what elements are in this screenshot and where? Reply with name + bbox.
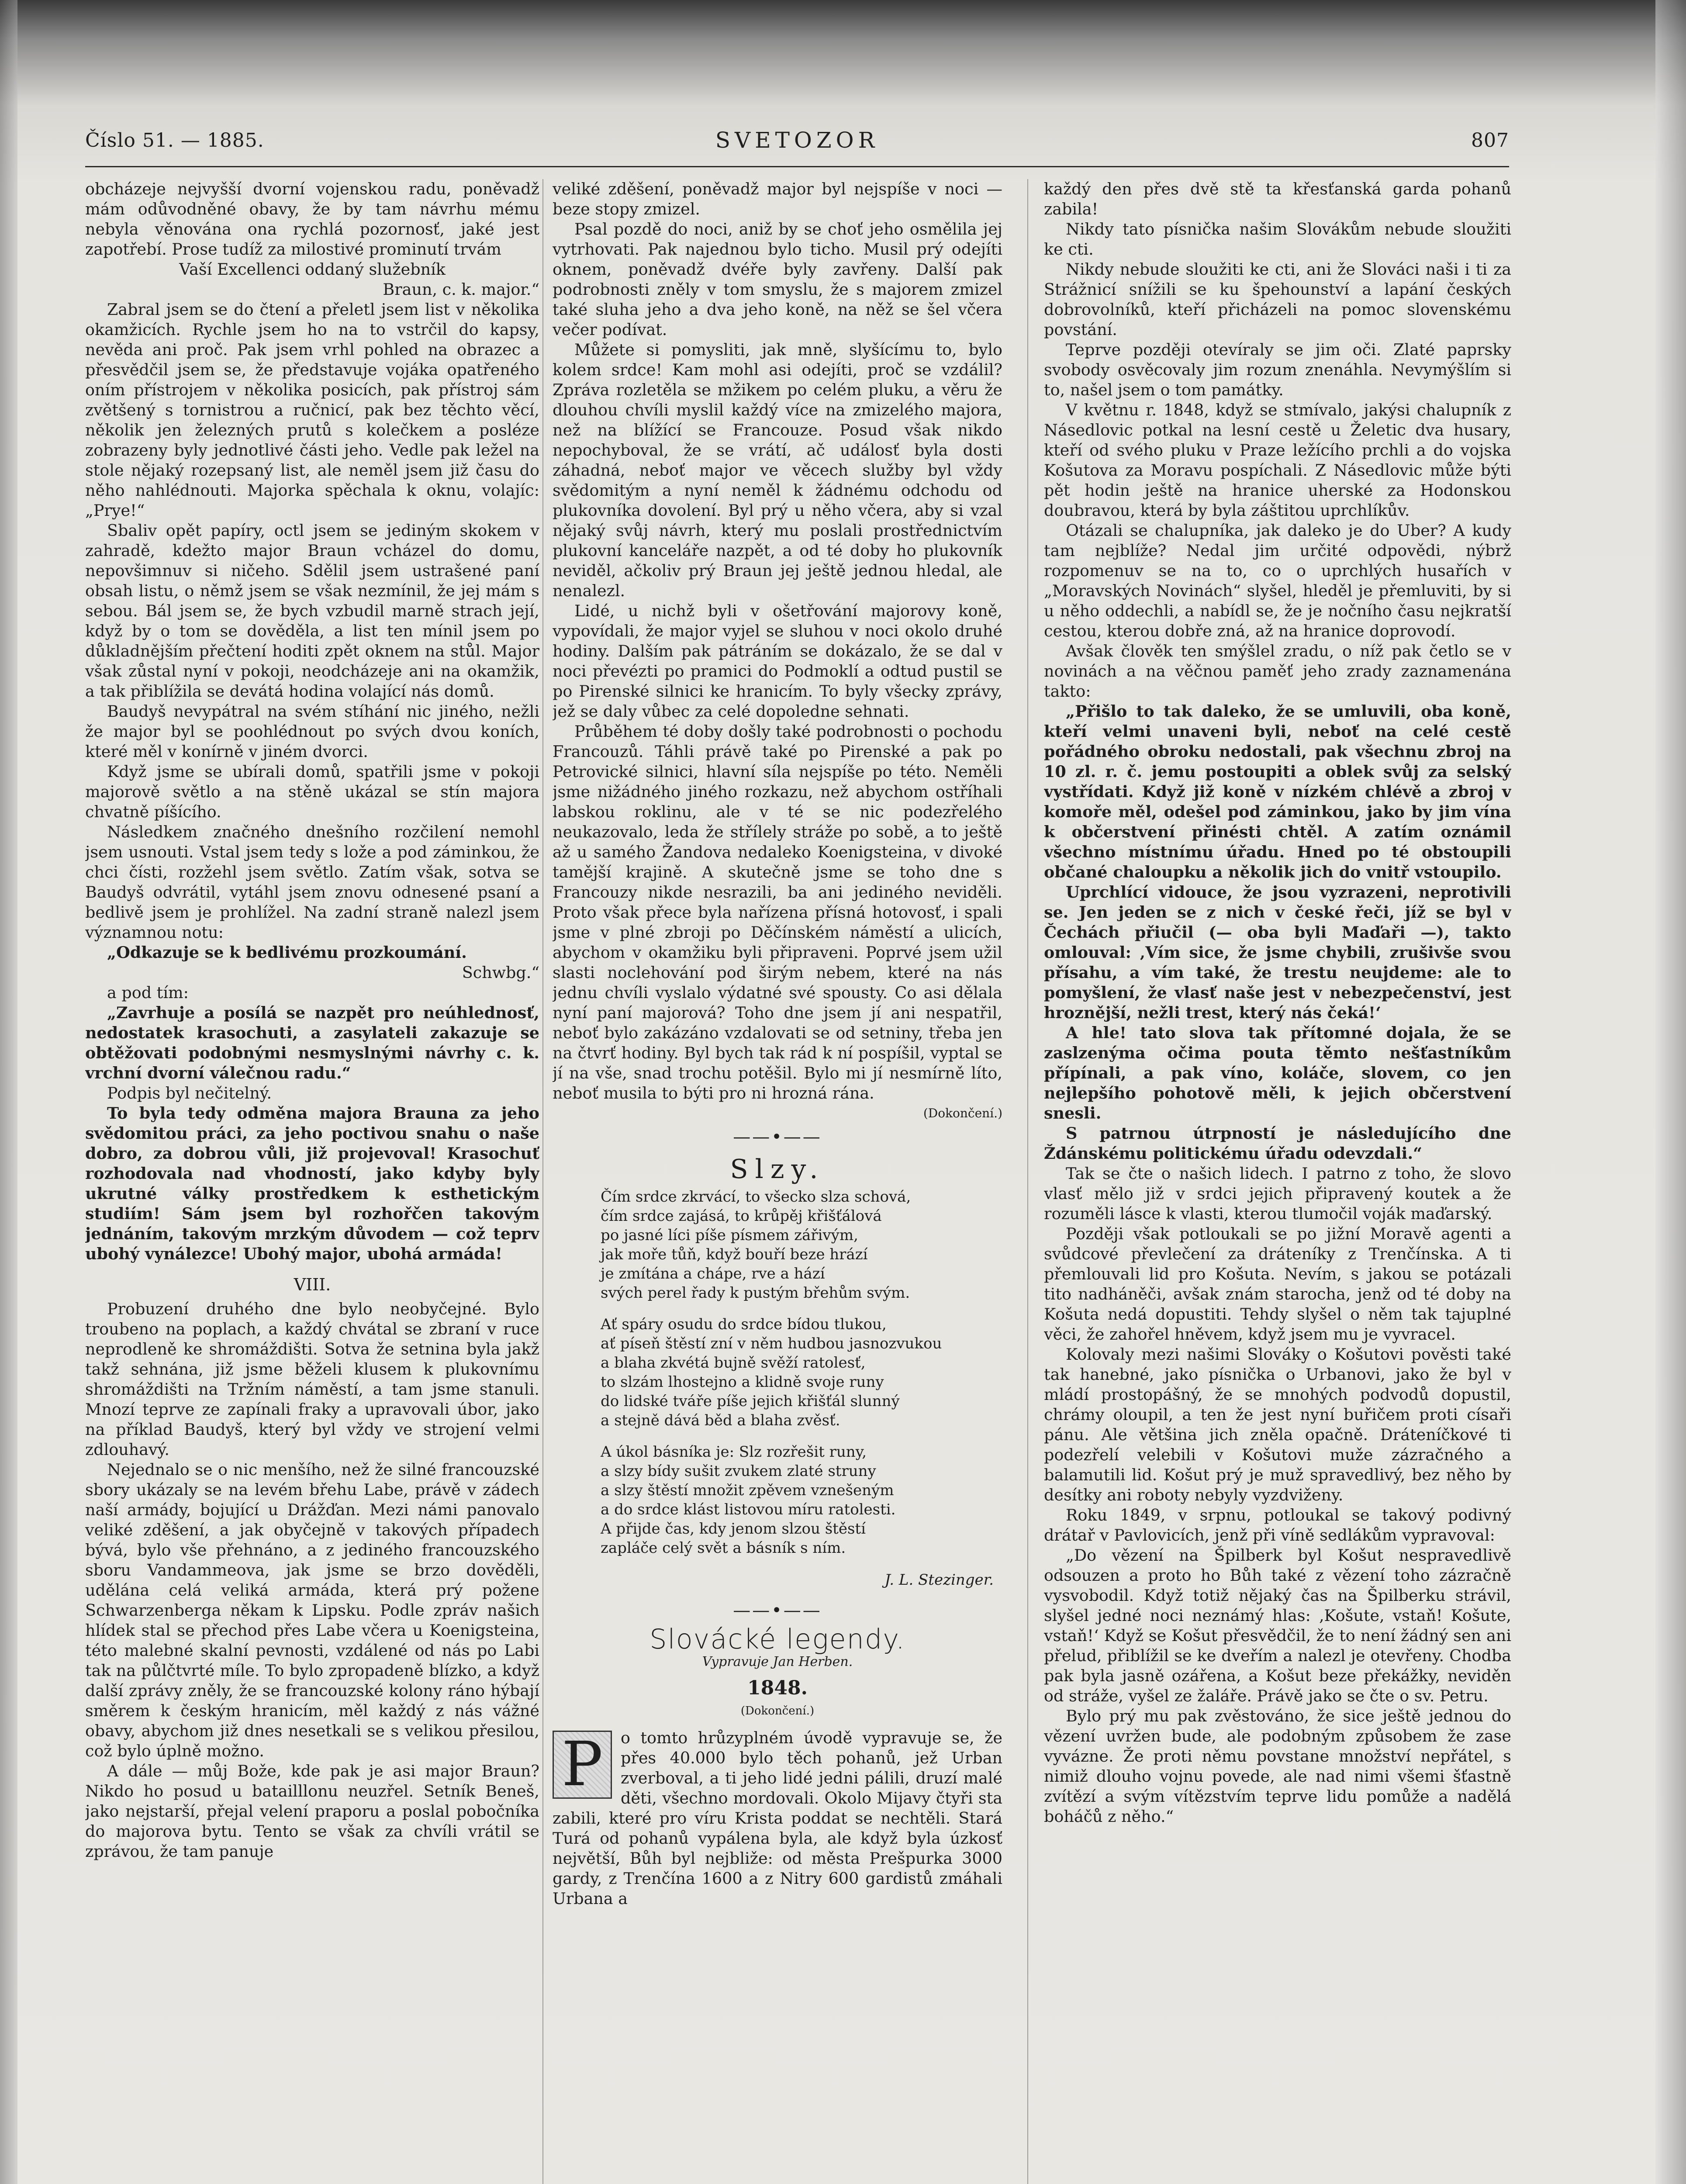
poem-line: to slzám lhostejno a klidně svoje runy bbox=[601, 1373, 884, 1391]
paragraph: obcházeje nejvyšší dvorní vojenskou radu, poněvadž mám odůvodněné obavy, že by tam návrhu mému nebyla věnována ona rychlá pozornosť, jaké jest zapotřebí. Prose tudíž za milostivé prominutí trvám bbox=[85, 180, 539, 259]
paragraph: Zabral jsem se do čtení a přeletl jsem list v několika okamžicích. Rychle jsem ho na to vstrčil do kapsy, nevěda ani proč. Pak jsem vrhl pohled na obrazec a přesvědčil jsem se, že představuje vojáka opatřeného oním přístrojem v několika posicích, pak přístroj sám zvětšený s tornistrou a ručnicí, pak bez těchto věcí, několik jen železných prutů s kolečkem a posléze zobrazeny byly jednotlivé části jeho. Vedle pak ležel na stole nějaký rozepsaný list, ale neměl jsem již času do něho nahlédnouti. Majorka spěchala k oknu, volajíc: „Prye!“ bbox=[85, 300, 539, 520]
paragraph: Kolovaly mezi našimi Slováky o Košutovi pověsti také tak hanebné, jako písnička o Urbanovi, jako že byl v mládí prostopášný, že se mnohých podvodů dopustil, chrámy oloupil, a ten že jest nyní buřičem proti císaři pánu. Ale většina jich zněla opačně. Dráteníčkové ti podezřelí velebili v Košutovi muže zázračného a balamutili lid. Košut prý je muž spravedlivý, bez něho by desítky ani roboty nebyly vyzdviženy. bbox=[1044, 1345, 1511, 1504]
paragraph: Bylo prý mu pak zvěstováno, že sice ještě jednou do vězení uvržen bude, ale podobným způsobem že zase vyvázne. Že proti němu povstane množství nepřátel, s nimiž dlouho vojnu povede, ale nad nimi všemi šťastně zvítězí a svým vítězstvím teprve lidu pomůže a nadělá boháčů z něho.“ bbox=[1044, 1707, 1511, 1826]
page-number: 807 bbox=[1471, 129, 1509, 152]
column-divider bbox=[1027, 179, 1028, 2184]
paragraph: o tomto hrůzyplném úvodě vypravuje se, že přes 40.000 bylo těch pohanů, jež Urban zverboval, a ti jeho lidé jedni pálili, druzí malé děti, všechno mordovali. Okolo Mijavy čtyři sta zabili, které pro víru Krista poddat se nechtěli. Stará Turá od pohanů vypálena byla, ale když byla úzkosť největší, Bůh byl nejbliže: od města Prešpurka 3000 gardy, z Trenčína 1600 a z Nitry 600 gardistů zmáhali Urbana a bbox=[553, 1728, 1002, 1908]
quoted-verdict: „Zavrhuje a posílá se nazpět pro neúhlednosť, nedostatek krasochuti, a zasylateli zakazuje se obtěžovati podobnými nesmyslnými návrhy c. k. vrchní dvorní válečnou radu.“ bbox=[85, 1003, 539, 1082]
header-rule bbox=[85, 166, 1509, 167]
poem-line: svých perel řady k pustým břehům svým. bbox=[601, 1284, 910, 1302]
paragraph: Probuzení druhého dne bylo neobyčejné. Bylo troubeno na poplach, a každý chvátal se zbraní v ruce neprodleně ke shromáždišti. Sotva že setnina byla jakž takž sehnána, již jsme běželi klusem k plukovnímu shromáždišti na Tržním náměstí, a tam jsme stanuli. Mnozí teprve ze zapínali fraky a upravovali úbor, jako na příklad Baudyš, který byl vždy ve strojení velmi zdlouhavý. bbox=[85, 1299, 539, 1459]
poem-line: do lidské tváře píše jejich křišťál slunný bbox=[601, 1393, 900, 1410]
column-left bbox=[85, 179, 539, 2184]
paragraph: Lidé, u nichž byli v ošetřování majorovy koně, vypovídali, že major vyjel se sluhou v noci okolo druhé hodiny. Dalším pak pátráním se dokázalo, že se dal v noci převézti po pramici do Podmoklí a odtud pustil se po Pirenské silnici ke hranicím. To byly všecky zprávy, jež se daly vůbec za celé dopoledne sehnati. bbox=[553, 601, 1002, 721]
poem bbox=[601, 1187, 1002, 1558]
article-subheading: 1848. bbox=[747, 1677, 808, 1699]
letter-closing: Vaší Excellenci oddaný služebník bbox=[179, 260, 446, 279]
masthead-title: SVETOZOR bbox=[715, 128, 879, 153]
continued-note: (Dokončení.) bbox=[923, 1106, 1002, 1120]
poem-line: A přijde čas, kdy jenom slzou štěstí bbox=[601, 1520, 866, 1538]
poem-title: Slzy. bbox=[730, 1154, 825, 1185]
ornament-divider: ——•—— bbox=[733, 1600, 822, 1621]
poem-line: A úkol básníka je: Slz rozřešit runy, bbox=[601, 1443, 867, 1461]
poem-line: a do srdce klást listovou míru ratolesti. bbox=[601, 1501, 896, 1518]
paragraph: Tak se čte o našich lidech. I patrno z toho, že slovo vlasť mělo již v srdci jejich připravený koutek a že rozuměli lásce k vlasti, kterou tlumočil voják maďarský. bbox=[1044, 1164, 1511, 1223]
poem-line: Ať spáry osudu do srdce bídou tlukou, bbox=[601, 1316, 887, 1333]
column-divider bbox=[542, 179, 543, 2184]
paragraph: V květnu r. 1848, když se stmívalo, jakýsi chalupník z Násedlovic potkal na lesní cestě u Želetic dva husary, kteří od svého pluku v Praze ležícího prchli a do vojska Košutova za Moravu pospíchali. Z Násedlovic může býti pět hodin ještě na hranice uherské za Hodonskou doubravou, která by byla záštitou uprchlíkův. bbox=[1044, 401, 1511, 520]
poem-line: čím srdce zajásá, to krůpěj křišťálová bbox=[601, 1207, 882, 1225]
poem-line: ať píseň štěstí zní v něm hudbou jasnozvukou bbox=[601, 1335, 942, 1352]
paragraph: Následkem značného dnešního rozčilení nemohl jsem usnouti. Vstal jsem tedy s lože a pod záminkou, že chci čísti, rozžehl jsem světlo. Zatím však, sotva se Baudyš odvrátil, vytáhl jsem znovu odnesené psaní a bedlivě jsem je prohlížel. Na zadní straně nalezl jsem významnou notu: bbox=[85, 822, 539, 942]
paragraph: Roku 1849, v srpnu, potloukal se takový podivný drátař v Pavlovicích, jenž při víně sedlákům vypravoval: bbox=[1044, 1506, 1511, 1545]
poem-stanza bbox=[601, 1442, 1002, 1558]
quoted-report: „Přišlo to tak daleko, že se umluvili, oba koně, kteří velmi unaveni byli, neboť na celé cestě pořádného obroku nedostali, pak všechnu zbroj na 10 zl. r. č. jemu postoupiti a oblek svůj za selský vystřídati. Když již koně v nízkém chlévě a zbroj v komoře měl, odešel pod záminkou, jako by jim vína k občerstvení přinésti chtěl. A zatím oznámil všechno místnímu úřadu. Hned po té obstoupili občané chaloupku a několik jich do vnitř vstoupilo. bbox=[1044, 702, 1511, 881]
issue-number: Číslo 51. — 1885. bbox=[85, 129, 264, 152]
paragraph: A dále — můj Bože, kde pak je asi major Braun? Nikdo ho posud u batailllonu neuzřel. Setník Beneš, jako nejstarší, přejal velení praporu a poslal pobočníka do majorova bytu. Tento se však za chvíli vrátil se zprávou, že tam panuje bbox=[85, 1762, 539, 1861]
quoted-report: A hle! tato slova tak přítomné dojala, že se zaslzenýma očima pouta těmto nešťastníkům přípínali, a pak víno, koláče, slovem, co jen nejlepšího pohotově měli, k jejich občerstvení snesli. bbox=[1044, 1023, 1511, 1123]
page-header bbox=[85, 129, 1509, 160]
note-signature: Schwbg.“ bbox=[462, 963, 539, 982]
paragraph: Nejednalo se o nic menšího, než že silné francouzské sbory ukázaly se na levém břehu Labe, právě v zádech naší armády, bojující u Drážďan. Mezi námi panovalo veliké zděšení, a jak obyčejně v takových případech bývá, bylo vše přehnáno, a z jediného francouzského sboru Vandammeova, jak jsme se brzo dověděli, udělána celá veliká armáda, která prý požene Schwarzenberga někam k Lipsku. Podle zpráv našich hlídek stal se přechod přes Labe včera u Koenigsteina, této malebné skalní pevnosti, vzdálené od nás po Labi tak na půlčtvrté míle. To bylo zpropadeně blízko, a když další zprávy zněly, že se francouzské kolony ráno hýbají směrem k českým hranicím, měl každý z nás vážné obavy, abychom již dnes nesetkali se s velikou přesilou, což bylo úplně možno. bbox=[85, 1460, 539, 1760]
poem-line: Čím srdce zkrvácí, to všecko slza schová, bbox=[601, 1188, 911, 1206]
article-title: Slovácké legendy. bbox=[650, 1623, 905, 1655]
page-shadow-right bbox=[1655, 0, 1686, 2184]
paragraph: Později však potloukali se po jižní Moravě agenti a svůdcové převlečení za dráteníky z Trenčínska. A ti přemlouvali lid pro Košuta. Nevím, s jakou se potázali tito nadháněči, avšak znám starocha, jenž od té doby na Košuta nedá dopustiti. Tehdy slyšel o něm tak tajuplné věci, že zahořel hněvem, když jsem mu je vyvracel. bbox=[1044, 1224, 1511, 1344]
paragraph: Podpis byl nečitelný. bbox=[107, 1084, 272, 1102]
article-byline: Vypravuje Jan Herben. bbox=[702, 1654, 853, 1669]
quoted-report: Uprchlící vidouce, že jsou vyzrazeni, neprotivili se. Jen jeden se z nich v české řeči, jíž se byl v Čechách přiučil (— oba byli Maďaři —), takto omlouval: ‚Vím sice, že jsme chybili, zrušivše svou přísahu, a vím také, že trestu neujdeme: ale to pomyšlení, že vlasť naše jest v nebezpečenství, jest hroznější, nežli trest, který nás čeká!‘ bbox=[1044, 883, 1511, 1022]
paragraph: Když jsme se ubírali domů, spatřili jsme v pokoji majorově světlo a na stěně ukázal se stín majora chvatně píšícího. bbox=[85, 762, 539, 821]
chapter-heading: VIII. bbox=[294, 1275, 331, 1294]
paragraph: To byla tedy odměna majora Brauna za jeho svědomitou práci, za jeho poctivou snahu o naše dobro, za dobrou vůli, již projevoval! Krasochuť rozhodovala nad vhodností, jako kdyby byly ukrutné války prostředkem k esthetickým studiím! Sám jsem byl rozhořčen takovým jednáním, takovým mrzkým důvodem — což teprv ubohý vynálezce! Ubohý major, ubohá armáda! bbox=[85, 1104, 539, 1263]
paragraph: veliké zděšení, poněvadž major byl nejspíše v noci — beze stopy zmizel. bbox=[553, 180, 1002, 218]
paragraph: a pod tím: bbox=[107, 983, 189, 1002]
poem-author: J. L. Stezinger. bbox=[884, 1571, 994, 1589]
paragraph: Psal pozdě do noci, aniž by se choť jeho osmělila jej vytrhovati. Pak najednou bylo ticho. Musil prý odejíti oknem, poněvadž dvéře byly zavřeny. Další pak podrobnosti zněly v tom smyslu, že s majorem zmizel také sluha jeho a dva jeho koně, na něž se šel včera večer podívat. bbox=[553, 220, 1002, 339]
poem-line: jak moře tůň, když bouří beze hrází bbox=[601, 1246, 868, 1263]
column-right bbox=[1044, 179, 1511, 2184]
paragraph: Nikdy nebude sloužiti ke cti, ani že Slováci naši i ti za Strážnicí snížili se ku špehounství a lapání českých dobrovolníků, kteří přicházeli na pomoc slovenskému povstání. bbox=[1044, 260, 1511, 339]
poem-stanza bbox=[601, 1315, 1002, 1430]
decorative-initial: P bbox=[553, 1731, 612, 1799]
paragraph: Otázali se chalupníka, jak daleko je do Uber? A kudy tam nejblíže? Nedal jim určité odpovědi, nýbrž rozpomenuv se na to, co o uprchlých husařích v „Moravských Novinách“ slyšel, hleděl je přemluviti, by si u něho oddechli, a nabídl se, že je nočního času nejkratší cestou, kterou dobře zná, až na hranice doprovodí. bbox=[1044, 521, 1511, 640]
poem-stanza bbox=[601, 1187, 1002, 1303]
paragraph: Baudyš nevypátral na svém stíhání nic jiného, nežli že major byl se poohlédnout po svých dvou koních, které měl v konírně v jiném dvorci. bbox=[85, 702, 539, 761]
paragraph: Avšak člověk ten smýšlel zradu, o níž pak četlo se v novinách a na věčnou paměť jeho zrady zaznamenána takto: bbox=[1044, 642, 1511, 701]
quoted-note: „Odkazuje se k bedlivému prozkoumání. bbox=[107, 943, 467, 962]
poem-line: po jasné líci píše písmem zářivým, bbox=[601, 1227, 858, 1244]
quoted-report: S patrnou útrpností je následujícího dne Ždánskému politickému úřadu odevzdali.“ bbox=[1044, 1124, 1511, 1163]
continued-note: (Dokončení.) bbox=[740, 1704, 815, 1717]
paragraph: Nikdy tato písnička našim Slovákům nebude sloužiti ke cti. bbox=[1044, 220, 1511, 259]
poem-line: a slzy bídy sušit zvukem zlaté struny bbox=[601, 1462, 876, 1480]
paragraph: Sbaliv opět papíry, octl jsem se jediným skokem v zahradě, kdežto major Braun vcházel do domu, nepovšimnuv si ničeho. Sdělil jsem ustrašené paní obsah listu, o němž jsem se však nezmínil, že jej mám s sebou. Bál jsem se, že bych vzbudil marně strach její, když by o tom se dověděla, a list ten mínil jsem po důkladnějším přečtení hoditi zpět oknem na stůl. Major však zůstal nyní v pokoji, neodcházeje ani na okamžik, a tak přiblížila se devátá hodina volající nás domů. bbox=[85, 521, 539, 701]
poem-line: a stejně dává běd a blaha zvěsť. bbox=[601, 1412, 840, 1429]
letter-signature: Braun, c. k. major.“ bbox=[383, 280, 539, 299]
paragraph: Teprve později otevíraly se jim oči. Zlaté paprsky svobody osvěcovaly jim rozum znenáhla. Nevymýšlím si to, našel jsem o tom památky. bbox=[1044, 340, 1511, 399]
poem-line: a blaha zkvétá bujně svěží ratolesť, bbox=[601, 1354, 866, 1372]
paragraph: „Do vězení na Špilberk byl Košut nespravedlivě odsouzen a proto ho Bůh také z vězení toho zázračně vysvobodil. Když totiž nějaký čas na Špilberku strávil, slyšel jedné noci neznámý hlas: ‚Košute, vstaň! Košute, vstaň!‘ Když se Košut přesvědčil, že to není žádný sen ani přelud, přiblížil se ke dveřím a nalezl je otevřeny. Chodba pak byla jasně ozářena, a Košut beze překážky, neviděn od stráže, vyšel ze žaláře. Právě jako se čte o sv. Petru. bbox=[1044, 1546, 1511, 1705]
poem-line: a slzy štěstí množit zpěvem vznešeným bbox=[601, 1482, 894, 1499]
column-middle bbox=[553, 179, 1002, 2184]
paragraph: každý den přes dvě stě ta křesťanská garda pohanů zabila! bbox=[1044, 180, 1511, 218]
poem-line: je zmítána a chápe, rve a hází bbox=[601, 1265, 825, 1282]
ornament-divider: ——•—— bbox=[733, 1127, 822, 1147]
poem-line: zapláče celý svět a básník s ním. bbox=[601, 1539, 846, 1557]
page-shadow-left bbox=[0, 0, 17, 2184]
paragraph: Průběhem té doby došly také podrobnosti o pochodu Francouzů. Táhli právě také po Pirenské a pak po Petrovické silnici, hlavní síla nejspíše po této. Neměli jsme nižádného jiného rozkazu, než abychom ostříhali labskou roklinu, ale v té se nic podezřelého neukazovalo, leda že střílely stráže po sobě, a to ještě až u samého Žandova nedaleko Koenigsteina, v divoké tamější krajině. A skutečně jsme se toho dne s Francouzy nikde nesrazili, ba ani jediného neviděli. Proto však přece byla nařízena přísná hotovosť, i spali jsme v plné zbroji po Děčínském náměstí a ulicích, abychom v okamžiku byli připraveni. Poprvé jsem užil slasti noclehování pod širým nebem, které na nás jednu chvíli vyslalo výdatné své spousty. Co asi dělala nyní paní majorová? Toho dne jsem jí ani nespatřil, neboť bylo zakázáno vzdalovati se od setniny, třeba jen na čtvrť hodiny. Byl bych tak rád k ní pospíšil, vyptal se jí na vše, snad trochu potěšil. Bylo mi jí nesmírně líto, neboť musila to býti pro ni hrozná rána. bbox=[553, 722, 1002, 1102]
paragraph: Můžete si pomysliti, jak mně, slyšícímu to, bylo kolem srdce! Kam mohl asi odejíti, proč se vzdálil? Zpráva rozletěla se mžikem po celém pluku, a věru že dlouhou chvíli myslil každý více na zmizelého majora, než na blížící se Francouze. Posud však nikdo nepochyboval, že se vrátí, ač událosť byla dosti záhadná, neboť major ve věcech služby byl vždy svědomitým a nyní neměl k žádnému odchodu od plukovníka dovolení. Byl prý u něho včera, aby si vzal nějaký svůj návrh, který mu poslali prostřednictvím plukovní kanceláře nazpět, a od té doby ho plukovník neviděl, ačkoliv prý Braun jej ještě jednou hledal, ale nenalezl. bbox=[553, 340, 1002, 600]
